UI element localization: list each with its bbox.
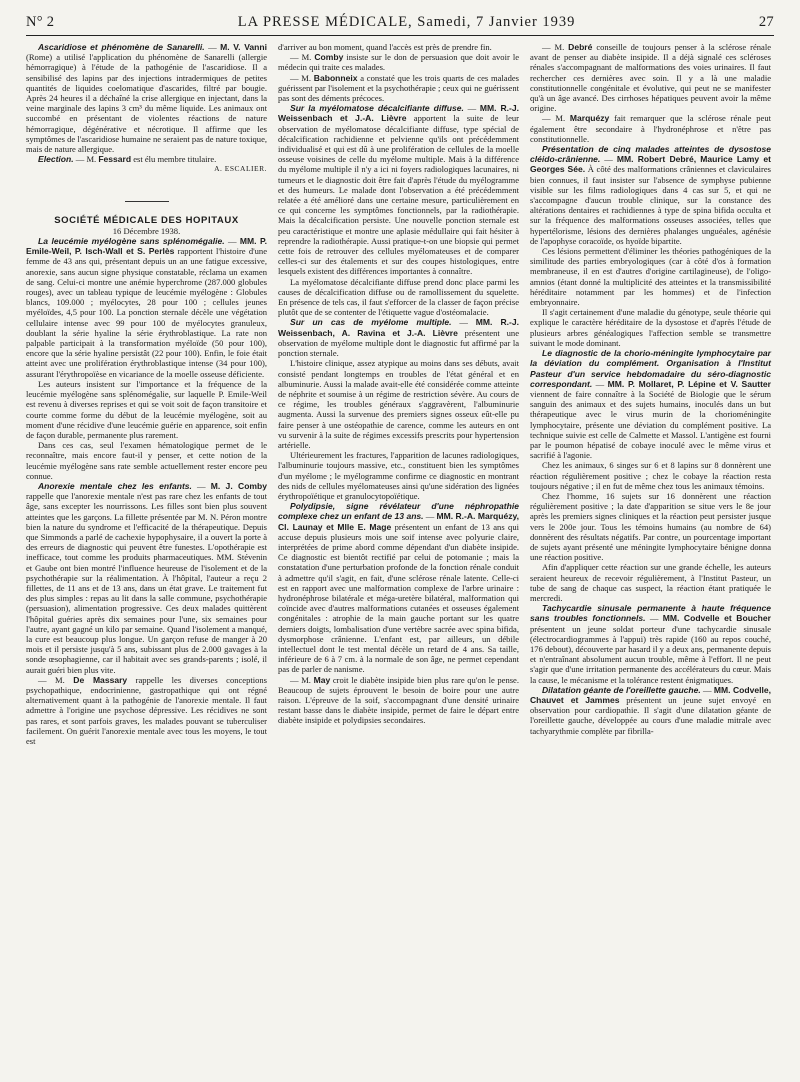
discussion-marquezy — [530, 113, 771, 144]
section-separator — [125, 201, 169, 202]
paragraph: L'histoire clinique, assez atypique au moins dans ses débuts, avait consisté pendant longtemps en troubles de l'état général et en albuminurie. Aussi la malade avait-elle été considérée comme atteinte de néphrite et soumise à un régime de restriction sévère. Au cours de ce régime, les troubles généraux s'aggravèrent, l'albuminurie augmenta. Aussi la survenue des premiers signes osseux eût-elle pu faire penser à une ostéopathie de carence, comme les auteurs en ont vu survenir à la suite de régimes excessifs prescrits pour hypertension artérielle. — [278, 358, 519, 450]
article-text: présentent un enfant de 13 ans qui accuse depuis plusieurs mois une soif intense avec polyurie claire, interprétées de prime abord comme dépendant d'un diabète insipide. Ce diagnostic est bientôt rectifié par celui de potomanie ; mais la constatation d'une perturbation profonde de la fonction rénale conduit à admettre qu'il s'agit, en fait, d'une sclérose rénale latente. Celle-ci est en rapport avec une malformation complexe de l'arbre urinaire : hydronéphrose bilatérale et méga-uretère bilatéral, malformation qui coïncide avec d'autres malformations cutanées et osseuses également congénitales : atrophie de la main gauche portant sur les quatre derniers doigts, lombalisation d'une vertèbre sacrée avec spina bifida, dysmorphose crânienne. L'enfant est, par ailleurs, un débile intellectuel dont le test mental décèle un retard de 4 ans. Sa taille, inférieure de 6 à 7 cm. à la normale de son âge, ne permet cependant pas de parler de nanisme. — [278, 521, 519, 675]
discussion-debre — [530, 42, 771, 113]
discussion-text: croit le diabète insipide bien plus rare qu'on le pense. Beaucoup de sujets éprouvent le besoin de boire pour une autre raison. L'épreuve de la soif, s'accompagnant d'une densité urinaire restant basse dans le diabète insipide, permet de faire le départ entre diabète insipide et polydipsies secondaires. — [278, 674, 519, 726]
discussant-name: De Massary — [73, 674, 128, 685]
text-columns — [26, 42, 774, 746]
election-text: est élu membre titulaire. — [131, 154, 217, 165]
article-title: Présentation de cinq malades atteintes de dysostose cléido-crânienne. — [530, 144, 771, 165]
article-ascaridiose: Ascaridiose et phénomène de Sanarelli. — M. V. Vanni (Rome) a utilisé l'application du phénomène de Sanarelli (allergie hémorragique) à l'étude de la pathogénie de l'ascaridiose. Il a sensibilisé des lapins par des injections intradermiques de petites quantités de liquides coelomatique d'ascarides, filtré par bougie. Après 24 heures il a déchaîné la crise allergique en injectant, dans la veine marginale des lapins 3 cm³ du même liquide. Les animaux ont succombé en présentant de violentes réactions de nature hémorragique, dégénérative et nécrotique. Il affirme que les symptômes de l'ascaridiose humaine ne seraient pas de nature toxique, mais de nature allergique. — [26, 42, 267, 155]
article-authors: MM. R.-J. Weissenbach, A. Ravina et J.-A. Lièvre — [278, 317, 519, 338]
discussion-may — [278, 675, 519, 726]
discussant-name: May — [313, 674, 331, 685]
paragraph: Chez l'homme, 16 sujets sur 16 donnèrent une réaction régulièrement positive ; la date d'apparition se situe vers le 8e jour après les premiers signes cliniques et la réaction peut persister jusque vers le 200e jour. Tous les témoins humains (au nombre de 64) donnèrent des résultats négatifs. Par contre, un pourcentage important de sujets ayant présenté une méningite lymphocytaire bénigne donna une réaction positive. — [530, 490, 771, 563]
article-authors: MM. R.-J. Weissenbach et J.-A. Lièvre — [278, 103, 520, 124]
discussion-text: a constaté que les trois quarts de ces malades guérissent par l'isolement et la psychothérapie ; ceux qui ne guérissent pas sont des déments précoces. — [278, 72, 519, 104]
election-prefix: — M. — [73, 154, 99, 165]
discussant-name: Comby — [314, 52, 344, 63]
page-number: 27 — [758, 14, 774, 30]
article-text: apportent la suite de leur observation de myélomatose décalcifiante diffuse, type spécial de décalcification rachidienne et pelvienne qu'ils ont précédemment individualisé et qui est dû à une prolifération de cellules de la moelle osseuse voisines de celle du myélome multiple. Mais à la différence du myélome multiple il n'y a ici ni foyers radiologiques lacunaires, ni tumeurs et le diagnostic doit être fait d'après l'étude du myélogramme et des humeurs. Le malade dont l'observation a été précédemment relatée a été amélioré dans une certaine mesure, particulièrement en ce qui concerne les symptômes fonctionnels, par la radiothérapie. Mais la décalcification persiste. Une nouvelle ponction sternale est peu caractéristique et montre une aplasie médullaire qui fait hésiter à reprendre la radiothérapie. Aussi pratique-t-on une biopsie qui permet cette fois de retrouver des cellules myélomateuses et de comparer celles-ci sur des étalements et sur des coupes histologiques, entre lesquels existent des différences importantes à connaître. — [278, 113, 519, 277]
article-title: Dilatation géante de l'oreillette gauche. — [542, 684, 701, 695]
article-title: La leucémie myélogène sans splénomégalie. — [38, 236, 225, 247]
article-text: À côté des malformations crâniennes et claviculaires bien connues, il faut insister sur l'absence de symphyse pubienne visible sur les films radiologiques dans 4 cas sur 5, et qui ne s'accompagne d'aucun trouble clinique, sur la constance des altérations dentaires et rachidiennes à type de spina bifida occulta et sur la fréquence des malformations osseuses associées, telles que hypertélorisme, lésions des dernières phalanges unguéales, agénésie de l'apophyse coracoïde, os hyoïde bipartite. — [530, 164, 771, 246]
article-authors: MM. Robert Debré, Maurice Lamy et Georges Sée. — [530, 154, 771, 175]
issue-number: N° 2 — [26, 14, 55, 30]
header-rule — [26, 35, 774, 36]
article-title: Sur la myélomatose décalcifiante diffuse. — [290, 103, 464, 114]
discussion-de-massary — [26, 675, 267, 746]
article-tachycardie: Tachycardie sinusale permanente à haute fréquence sans troubles fonctionnels. — MM. Codvelle et Boucher présentent un jeune soldat porteur d'une tachycardie sinusale (électrocardiogrammes à l'appui) très rapide (160 au repos couché, 176 debout), découverte par hasard il y a deux ans, permanente depuis et n'entraînant absolument aucun trouble, même à l'effort. Il ne peut s'agir que d'une irritation permanente des accélérateurs du cœur. Mais la cause, le mécanisme et la tolérance restent énigmatiques. — [530, 603, 771, 685]
election-note — [26, 154, 267, 164]
column-right — [530, 42, 771, 746]
election-name: Fessard — [98, 154, 132, 165]
paragraph: Ultérieurement les fractures, l'apparition de lacunes radiologiques, l'albuminurie toujours massive, etc., constituent bien les symptômes d'un myélome ; le myélogramme confirme ce diagnostic en montrant des nids de cellules myélomateuses ainsi qu'une sidération des lignées érythropoïétique et granulocytopoïétique. — [278, 450, 519, 501]
article-myelome-multiple: Sur un cas de myélome multiple. — MM. R.-J. Weissenbach, A. Ravina et J.-A. Lièvre présentent une observation de myélome multiple dont le diagnostic fut affirmé par la ponction sternale. — [278, 317, 519, 359]
paragraph: Dans ces cas, seul l'examen hématologique permet de le reconnaître, mais encore faut-il y penser, et cette notion de la leucémie myélogène sans rate semble actuellement rester encore peu connue. — [26, 440, 267, 481]
article-text: rapportent l'histoire d'une femme de 43 ans qui, présentant depuis un an une fatigue excessive, anorexie, sans aucun signe physique constatable, réclama un examen de sang. Celui-ci montre une anémie hyperchrome (287.000 globules rouges), avec un tableau typique de leucémie myélogène : Globules blancs, 109.000 ; myélocytes, 28 pour 100 ; cellules jeunes myéloïdes, 4,5 pour 100. La ponction sternale décèle une végétation cellulaire intense avec 99 pour 100 de myélocytes granuleux, doublant la série hyaline la série érythroblastique. La rate non palpable participait à la transformation myéloïde (50 pour 100), encore que la série hyaline persistât (22 pour 100). Enfin, le foie était atteint avec une prolifération érythroblastique intense (34 pour 100), assurant l'érythropoïèse en vicariance de la moelle osseuse déficiente. — [26, 246, 267, 379]
paragraph: Afin d'appliquer cette réaction sur une grande échelle, les auteurs seraient heureux de recevoir régulièrement, à l'Institut Pasteur, un tube de sang de chaque cas suspect, la réaction étant pratiquée le mercredi. — [530, 562, 771, 603]
discussion-prefix: — M. — [290, 674, 314, 685]
article-text: viennent de faire connaître à la Société de Biologie que le sérum sanguin des animaux et des sujets humains, inoculés dans un but thérapeutique avec le virus murin de la chorioméningite lymphocytaire, présente une déviation du complément positive. La technique suivie est celle de Calmette et Massol. L'antigène est fourni par le poumon hépatisé de cobaye inoculé avec le même virus et sacrifié à l'agonie. — [530, 388, 771, 461]
society-heading: SOCIÉTÉ MÉDICALE DES HOPITAUX — [54, 214, 239, 226]
article-text: rappelle que l'anorexie mentale n'est pas rare chez les enfants de tout âge, sans excepter les nourrissons. Les filles sont bien plus souvent atteintes que les garçons. La fillette présentée par M. N. Péron montre bien la nature du syndrome et l'efficacité de la thérapeutique. Depuis que Simmonds a parlé de cachexie hypophysaire, il a ouvert la porte à des erreurs de diagnostic qui peuvent être funestes. L'opothérapie est inefficace, tout comme les produits pharmaceutiques. MM. Stévenin et Gaube ont bien montré l'influence heureuse de l'isolement et de la psychothérapie sur la réalimentation. À l'hôpital, l'auteur a reçu 2 fillettes, de 11 ans et de 13 ans, dans un état grave. Le traitement fut des plus simples : repas au lit dans la salle commune, psychothérapie (persuasion), alimentation progressive. Ces deux malades quittèrent l'hôpital guéries après dix semaines pour l'une, six semaines pour l'autre, ayant gagné un kilo par semaine. Quand l'isolement a manqué, la cure est beaucoup plus longue. Un garçon refuse de manger à 20 mois et il persiste jusqu'à 5 ans, subissant plus de 2.000 gavages à la sonde œsophagienne, car il habitait avec ses grands-parents ; isolé, il aurait guéri bien plus vite. — [26, 491, 267, 675]
discussion-text: fait remarquer que la sclérose rénale peut également être secondaire à l'hydronéphrose et n'être pas constitutionnelle. — [530, 113, 771, 144]
article-title: Polydipsie, signe révélateur d'une néphropathie complexe chez un enfant de 13 ans. — [278, 501, 519, 522]
article-dysostose: Présentation de cinq malades atteintes de dysostose cléido-crânienne. — MM. Robert Debré, Maurice Lamy et Georges Sée. À côté des malformations crâniennes et claviculaires bien connues, il faut insister sur l'absence de symphyse pubienne visible sur les films radiologiques dans 4 cas sur 5, et qui ne s'accompagne d'aucun trouble clinique, sur la constance des altérations dentaires et rachidiennes à type de spina bifida occulta et sur la fréquence des malformations osseuses associées, telles que hypertélorisme, lésions des dernières phalanges unguéales, agénésie de l'apophyse coracoïde, os hyoïde bipartite. — [530, 144, 771, 246]
discussion-prefix: — M. — [290, 72, 314, 83]
election-label: Election. — [38, 154, 74, 165]
discussion-prefix: — M. — [290, 52, 315, 63]
article-authors: MM. Codvelle et Boucher — [662, 613, 771, 624]
article-title: Anorexie mentale chez les enfants. — [38, 480, 192, 491]
article-authors: MM. P. Emile-Weil, P. Isch-Wall et S. Perlès — [26, 236, 268, 257]
article-polydipsie: Polydipsie, signe révélateur d'une néphropathie complexe chez un enfant de 13 ans. — MM. R.-A. Marquézy, Cl. Launay et Mlle E. Mage présentent un enfant de 13 ans qui accuse depuis plusieurs mois une soif intense avec polyurie claire, interprétées de prime abord comme dépendant d'un diabète insipide. Ce diagnostic est bientôt rectifié par celui de potomanie ; mais la constatation d'une perturbation profonde de la fonction rénale conduit à admettre qu'il s'agit, en fait, d'une sclérose rénale latente. Celle-ci est en rapport avec une malformation complexe de l'arbre urinaire : hydronéphrose bilatérale et méga-uretère bilatéral, malformation qui coïncide avec d'autres malformations cutanées et osseuses également congénitales : atrophie de la main gauche portant sur les quatre derniers doigts, lombalisation d'une vertèbre sacrée avec spina bifida, dysmorphose crânienne. L'enfant est, par ailleurs, un débile intellectuel dont le test mental décèle un retard de 4 ans. Sa taille, inférieure de 6 à 7 cm. à la normale de son âge, ne permet cependant pas de parler de nanisme. — [278, 501, 520, 675]
discussant-name: Babonneix — [313, 72, 358, 83]
paragraph: Ces lésions permettent d'éliminer les théories pathogéniques de la similitude des parties embryologiques (car à côté d'os à formation membraneuse, il en est d'autres d'origine cartilagineuse), de l'oligo-amnios (étant donné la multiplicité des atteintes et la transmissibilité héréditaire notamment par les hommes) et de l'infection embryonnaire. — [530, 246, 771, 308]
article-chorio-meningite: Le diagnostic de la chorio-méningite lymphocytaire par la déviation du complément. Organisation à l'Institut Pasteur d'un service hebdomadaire du séro-diagnostic correspondant. — MM. P. Mollaret, P. Lépine et V. Sautter viennent de faire connaître à la Société de Biologie que le sérum sanguin des animaux et des sujets humains, inoculés dans un but thérapeutique avec le virus murin de la chorioméningite lymphocytaire, présente une déviation du complément positive. La technique suivie est celle de Calmette et Massol. L'antigène est fourni par le poumon hépatisé de cobaye inoculé avec le même virus et sacrifié à l'agonie. — [530, 348, 771, 461]
discussion-text: rappelle les diverses conceptions psychopathique, endocrinienne, gastropathique qui ont régné alternativement quant à la pathogénie de l'anorexie mentale. Il faut admettre à l'origine une psychose dépressive. Les récidives ne sont pas rares, et sont parfois graves, les malades pouvant se tuberculiser facilement. On guérit l'anorexie mentale avec tous les moyens, le tout est — [26, 674, 267, 746]
discussion-prefix: — M. — [542, 113, 570, 124]
paragraph: La myélomatose décalcifiante diffuse prend donc place parmi les causes de décalcification diffuse ou de ramollissement du squelette. En présence de tels cas, il faut s'efforcer de la classer de façon précise plutôt que de se contenter de l'étiquette vague d'ostéomalacie. — [278, 276, 519, 318]
article-title: Ascaridiose et phénomène de Sanarelli. — [38, 42, 205, 52]
session-date: 16 Décembre 1938. — [112, 225, 181, 236]
discussion-babonneix — [278, 73, 519, 104]
article-authors: MM. R.-A. Marquézy, Cl. Launay et Mlle E. Mage — [278, 511, 520, 532]
article-text: présentent un jeune sujet envoyé en observation pour cardiopathie. Il s'agit d'une dilatation géante de l'oreillette gauche, développée au cours d'une maladie mitrale avec tachyarythmie complète par fibrilla- — [530, 695, 771, 736]
article-title: Sur un cas de myélome multiple. — [290, 317, 452, 328]
article-text: (Rome) a utilisé l'application du phénomène de Sanarelli (allergie hémorragique) à l'étude de la pathogénie de l'ascaridiose. Il a sensibilisé des lapins par des injections intradermiques de petites quantités de liquides coelomatique d'ascarides, filtré par bougie. Après 24 heures il a déchaîné la crise allergique en injectant, dans la veine marginale des lapins 3 cm³ du même liquide. Les animaux ont succombé en présentant de violentes réactions de nature hémorragique, dégénérative et nécrotique. Il affirme que les symptômes de l'ascaridiose humaine ne seraient pas de nature toxique, mais de nature allergique. — [26, 52, 267, 155]
column-left — [26, 42, 267, 746]
paragraph: Il s'agit certainement d'une maladie du génotype, seule théorie qui explique le caractère héréditaire de la dysostose et d'après l'étude de plusieurs arbres généalogiques l'affection semble se transmettre suivant le mode dominant. — [530, 307, 771, 348]
page-header — [26, 14, 774, 31]
discussant-name: Marquézy — [569, 113, 610, 124]
article-authors: MM. P. Mollaret, P. Lépine et V. Sautter — [607, 378, 771, 389]
article-author: M. V. Vanni — [220, 42, 267, 52]
discussion-prefix: — M. — [542, 42, 569, 52]
article-dilatation: Dilatation géante de l'oreillette gauche. — MM. Codvelle, Chauvet et Jammes présentent un jeune sujet envoyé en observation pour cardiopathie. Il s'agit d'une dilatation géante de l'oreillette gauche, développée au cours d'une maladie mitrale avec tachyarythmie complète par fibrilla- — [530, 684, 771, 736]
article-text: présentent une observation de myélome multiple dont le diagnostic fut affirmé par la ponction sternale. — [278, 327, 519, 359]
article-title: Le diagnostic de la chorio-méningite lymphocytaire par la déviation du complément. Organisation à l'Institut Pasteur d'un service hebdomadaire du séro-diagnostic correspondant. — [530, 348, 771, 389]
article-anorexie: Anorexie mentale chez les enfants. — M. J. Comby rappelle que l'anorexie mentale n'est pas rare chez les enfants de tout âge, sans excepter les nourrissons. Les filles sont bien plus souvent atteintes que les garçons. La fillette présentée par M. N. Péron montre bien la nature du syndrome et l'efficacité de la thérapeutique. Depuis que Simmonds a parlé de cachexie hypophysaire, il a ouvert la porte à des erreurs de diagnostic qui peuvent être funestes. L'opothérapie est inefficace, tout comme les produits pharmaceutiques. MM. Stévenin et Gaube ont bien montré l'influence heureuse de l'isolement et de la psychothérapie sur la réalimentation. À l'hôpital, l'auteur a reçu 2 fillettes, de 11 ans et de 13 ans, dans un état grave. Le traitement fut des plus simples : repas au lit dans la salle commune, psychothérapie (persuasion), alimentation progressive. Ces deux malades quittèrent l'hôpital guéries après dix semaines pour l'une, six semaines pour l'autre, ayant gagné un kilo par semaine. Quand l'isolement a manqué, la cure est beaucoup plus longue. Un garçon refuse de manger à 20 mois et il persiste jusqu'à 5 ans, subissant plus de 2.000 gavages à la sonde œsophagienne, car il habitait avec ses grands-parents ; isolé, il aurait guéri bien plus vite. — [26, 480, 268, 675]
discussant-name: Debré — [568, 42, 593, 52]
column-middle — [278, 42, 519, 746]
article-author: M. J. Comby — [210, 480, 268, 491]
article-authors: MM. Codvelle, Chauvet et Jammes — [530, 684, 771, 705]
article-leucemie: La leucémie myélogène sans splénomégalie. — MM. P. Emile-Weil, P. Isch-Wall et S. Perlès rapportent l'histoire d'une femme de 43 ans qui, présentant depuis un an une fatigue excessive, anorexie, sans aucun signe physique constatable, réclama un examen de sang. Celui-ci montre une anémie hyperchrome (287.000 globules rouges), avec un tableau typique de leucémie myélogène : Globules blancs, 109.000 ; myélocytes, 28 pour 100 ; cellules jeunes myéloïdes, 4,5 pour 100. La ponction sternale décèle une végétation cellulaire intense avec 99 pour 100 de myélocytes granuleux, doublant la série hyaline la série érythroblastique. La rate non palpable participait à la transformation myéloïde (50 pour 100), encore que la série hyaline persistât (22 pour 100). Enfin, le foie était atteint avec une prolifération érythroblastique intense (34 pour 100), assurant l'érythropoïèse en vicariance de la moelle osseuse déficiente. — [26, 236, 268, 379]
signature: A. ESCALIER. — [214, 164, 267, 174]
discussion-comby — [278, 52, 519, 72]
article-myelomatose: Sur la myélomatose décalcifiante diffuse. — MM. R.-J. Weissenbach et J.-A. Lièvre apportent la suite de leur observation de myélomatose décalcifiante diffuse, type spécial de décalcification rachidienne et pelvienne qu'ils ont précédemment individualisé et qui est dû à une prolifération de cellules de la moelle osseuse voisines de celle du myélome multiple. Mais à la différence du myélome multiple il n'y a ici ni foyers radiologiques lacunaires, ni tumeurs et le diagnostic doit être fait d'après l'étude du myélogramme et des humeurs. Le malade dont l'observation a été précédemment relatée a été amélioré dans une certaine mesure, particulièrement en ce qui concerne les symptômes fonctionnels, par la radiothérapie. Mais la décalcification persiste. Une nouvelle ponction sternale est peu caractéristique et montre une aplasie médullaire qui fait hésiter à reprendre la radiothérapie. Aussi pratique-t-on une biopsie qui permet cette fois de retrouver des cellules myélomateuses et de comparer celles-ci sur des étalements et sur des coupes histologiques, entre lesquels existent des différences importantes à connaître. — [278, 103, 520, 277]
article-title: Tachycardie sinusale permanente à haute fréquence sans troubles fonctionnels. — [530, 603, 771, 624]
discussion-text: insiste sur le don de persuasion que doit avoir le médecin qui traite ces malades. — [278, 52, 519, 73]
discussion-prefix: — M. — [38, 674, 74, 685]
journal-title: LA PRESSE MÉDICALE, Samedi, 7 Janvier 1939 — [237, 14, 576, 30]
paragraph: Les auteurs insistent sur l'importance et la fréquence de la leucémie myélogène sans splénomégalie, sur laquelle P. Emile-Weil est revenu à diverses reprises et qui se voit soit de façon transitoire et courte comme forme du début de la leucémie myélogène, soit au moment d'une récidive d'une leucémie guérie en apparence, soit enfin de façon durable, permanente plus rarement. — [26, 378, 267, 440]
paragraph: d'arriver au bon moment, quand l'accès est près de prendre fin. — [278, 42, 492, 52]
discussion-text: conseille de toujours penser à la sclérose rénale avant de penser au diabète insipide. Il a déjà signalé ces scléroses rénales s'accompagnant de malformations des voies urinaires. Il faut rechercher ces dernières avec soin. Il y a là une maladie constitutionnelle congénitale et évolutive, qui peut ne se manifester qu'à un âge avancé. Des cirrhoses hépatiques peuvent avoir la même origine. — [530, 42, 771, 114]
article-text: présentent un jeune soldat porteur d'une tachycardie sinusale (électrocardiogrammes à l'appui) très rapide (160 au repos couché, 176 debout), découverte par hasard il y a deux ans, permanente depuis et n'entraînant absolument aucun trouble, même à l'effort. Il ne peut s'agir que d'une irritation permanente des accélérateurs du cœur. Mais la cause, le mécanisme et la tolérance restent énigmatiques. — [530, 623, 771, 685]
paragraph: Chez les animaux, 6 singes sur 6 et 8 lapins sur 8 donnèrent une réaction régulièrement positive ; chez le cobaye la réaction resta toujours négative ; il en fut de même chez tous les animaux témoins. — [530, 460, 771, 491]
